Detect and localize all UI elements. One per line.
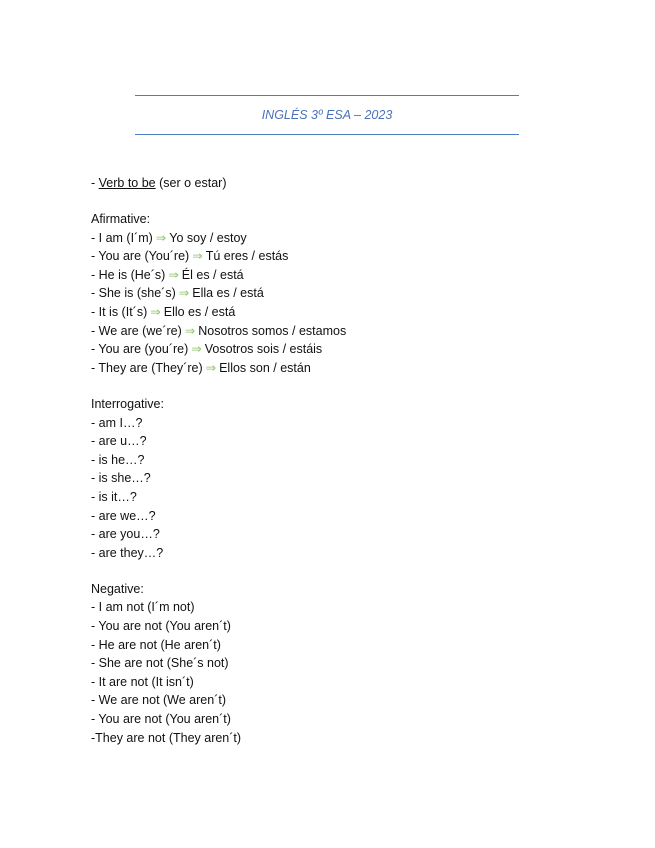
arrow-icon: ⇒ <box>191 342 202 357</box>
affirmative-item: - I am (I´m) ⇒ Yo soy / estoy <box>91 230 247 245</box>
interrogative-item: - are we…? <box>91 508 156 523</box>
interrogative-item: - is she…? <box>91 471 151 486</box>
affirmative-heading: Afirmative: <box>91 212 151 227</box>
interrogative-item: - is it…? <box>91 489 137 504</box>
negative-item: - She are not (She´s not) <box>91 656 229 671</box>
interrogative-item: - am I…? <box>91 415 143 430</box>
arrow-icon: ⇒ <box>184 323 196 338</box>
topic-translation: (ser o estar) <box>155 176 227 190</box>
arrow-icon: ⇒ <box>192 249 203 264</box>
affirmative-item: - It is (It´s) ⇒ Ello es / está <box>91 305 236 320</box>
document-title: INGLÉS 3º ESA – 2023 <box>261 108 393 122</box>
negative-item: - We are not (We aren´t) <box>91 693 226 708</box>
arrow-icon: ⇒ <box>168 267 179 282</box>
interrogative-item: - is he…? <box>91 452 145 467</box>
header-rule-top <box>135 95 519 96</box>
affirmative-item: - She is (she´s) ⇒ Ella es / está <box>91 286 264 301</box>
negative-item: - He are not (He aren´t) <box>91 637 221 652</box>
interrogative-item: - are they…? <box>91 545 164 560</box>
affirmative-item: - They are (They´re) ⇒ Ellos son / están <box>91 360 311 375</box>
arrow-icon: ⇒ <box>155 230 167 245</box>
arrow-icon: ⇒ <box>205 360 217 375</box>
affirmative-item: - We are (we´re) ⇒ Nosotros somos / estamos <box>91 323 347 338</box>
document-body <box>91 174 346 747</box>
intro-line: - Verb to be (ser o estar) <box>91 176 227 190</box>
negative-item: - You are not (You aren´t) <box>91 618 231 633</box>
negative-heading: Negative: <box>91 581 144 596</box>
arrow-icon: ⇒ <box>150 305 161 320</box>
negative-item: - It are not (It isn´t) <box>91 674 194 689</box>
topic-title: Verb to be <box>98 176 156 190</box>
affirmative-item: - You are (you´re) ⇒ Vosotros sois / estáis <box>91 342 323 357</box>
header-rule-bottom <box>135 134 519 135</box>
negative-item: -They are not (They aren´t) <box>91 730 242 745</box>
negative-item: - I am not (I´m not) <box>91 600 195 615</box>
interrogative-item: - are u…? <box>91 434 147 449</box>
interrogative-item: - are you…? <box>91 527 160 542</box>
negative-item: - You are not (You aren´t) <box>91 711 231 726</box>
arrow-icon: ⇒ <box>178 286 190 301</box>
interrogative-heading: Interrogative: <box>91 396 164 411</box>
affirmative-item: - You are (You´re) ⇒ Tú eres / estás <box>91 249 289 264</box>
affirmative-item: - He is (He´s) ⇒ Él es / está <box>91 267 244 282</box>
